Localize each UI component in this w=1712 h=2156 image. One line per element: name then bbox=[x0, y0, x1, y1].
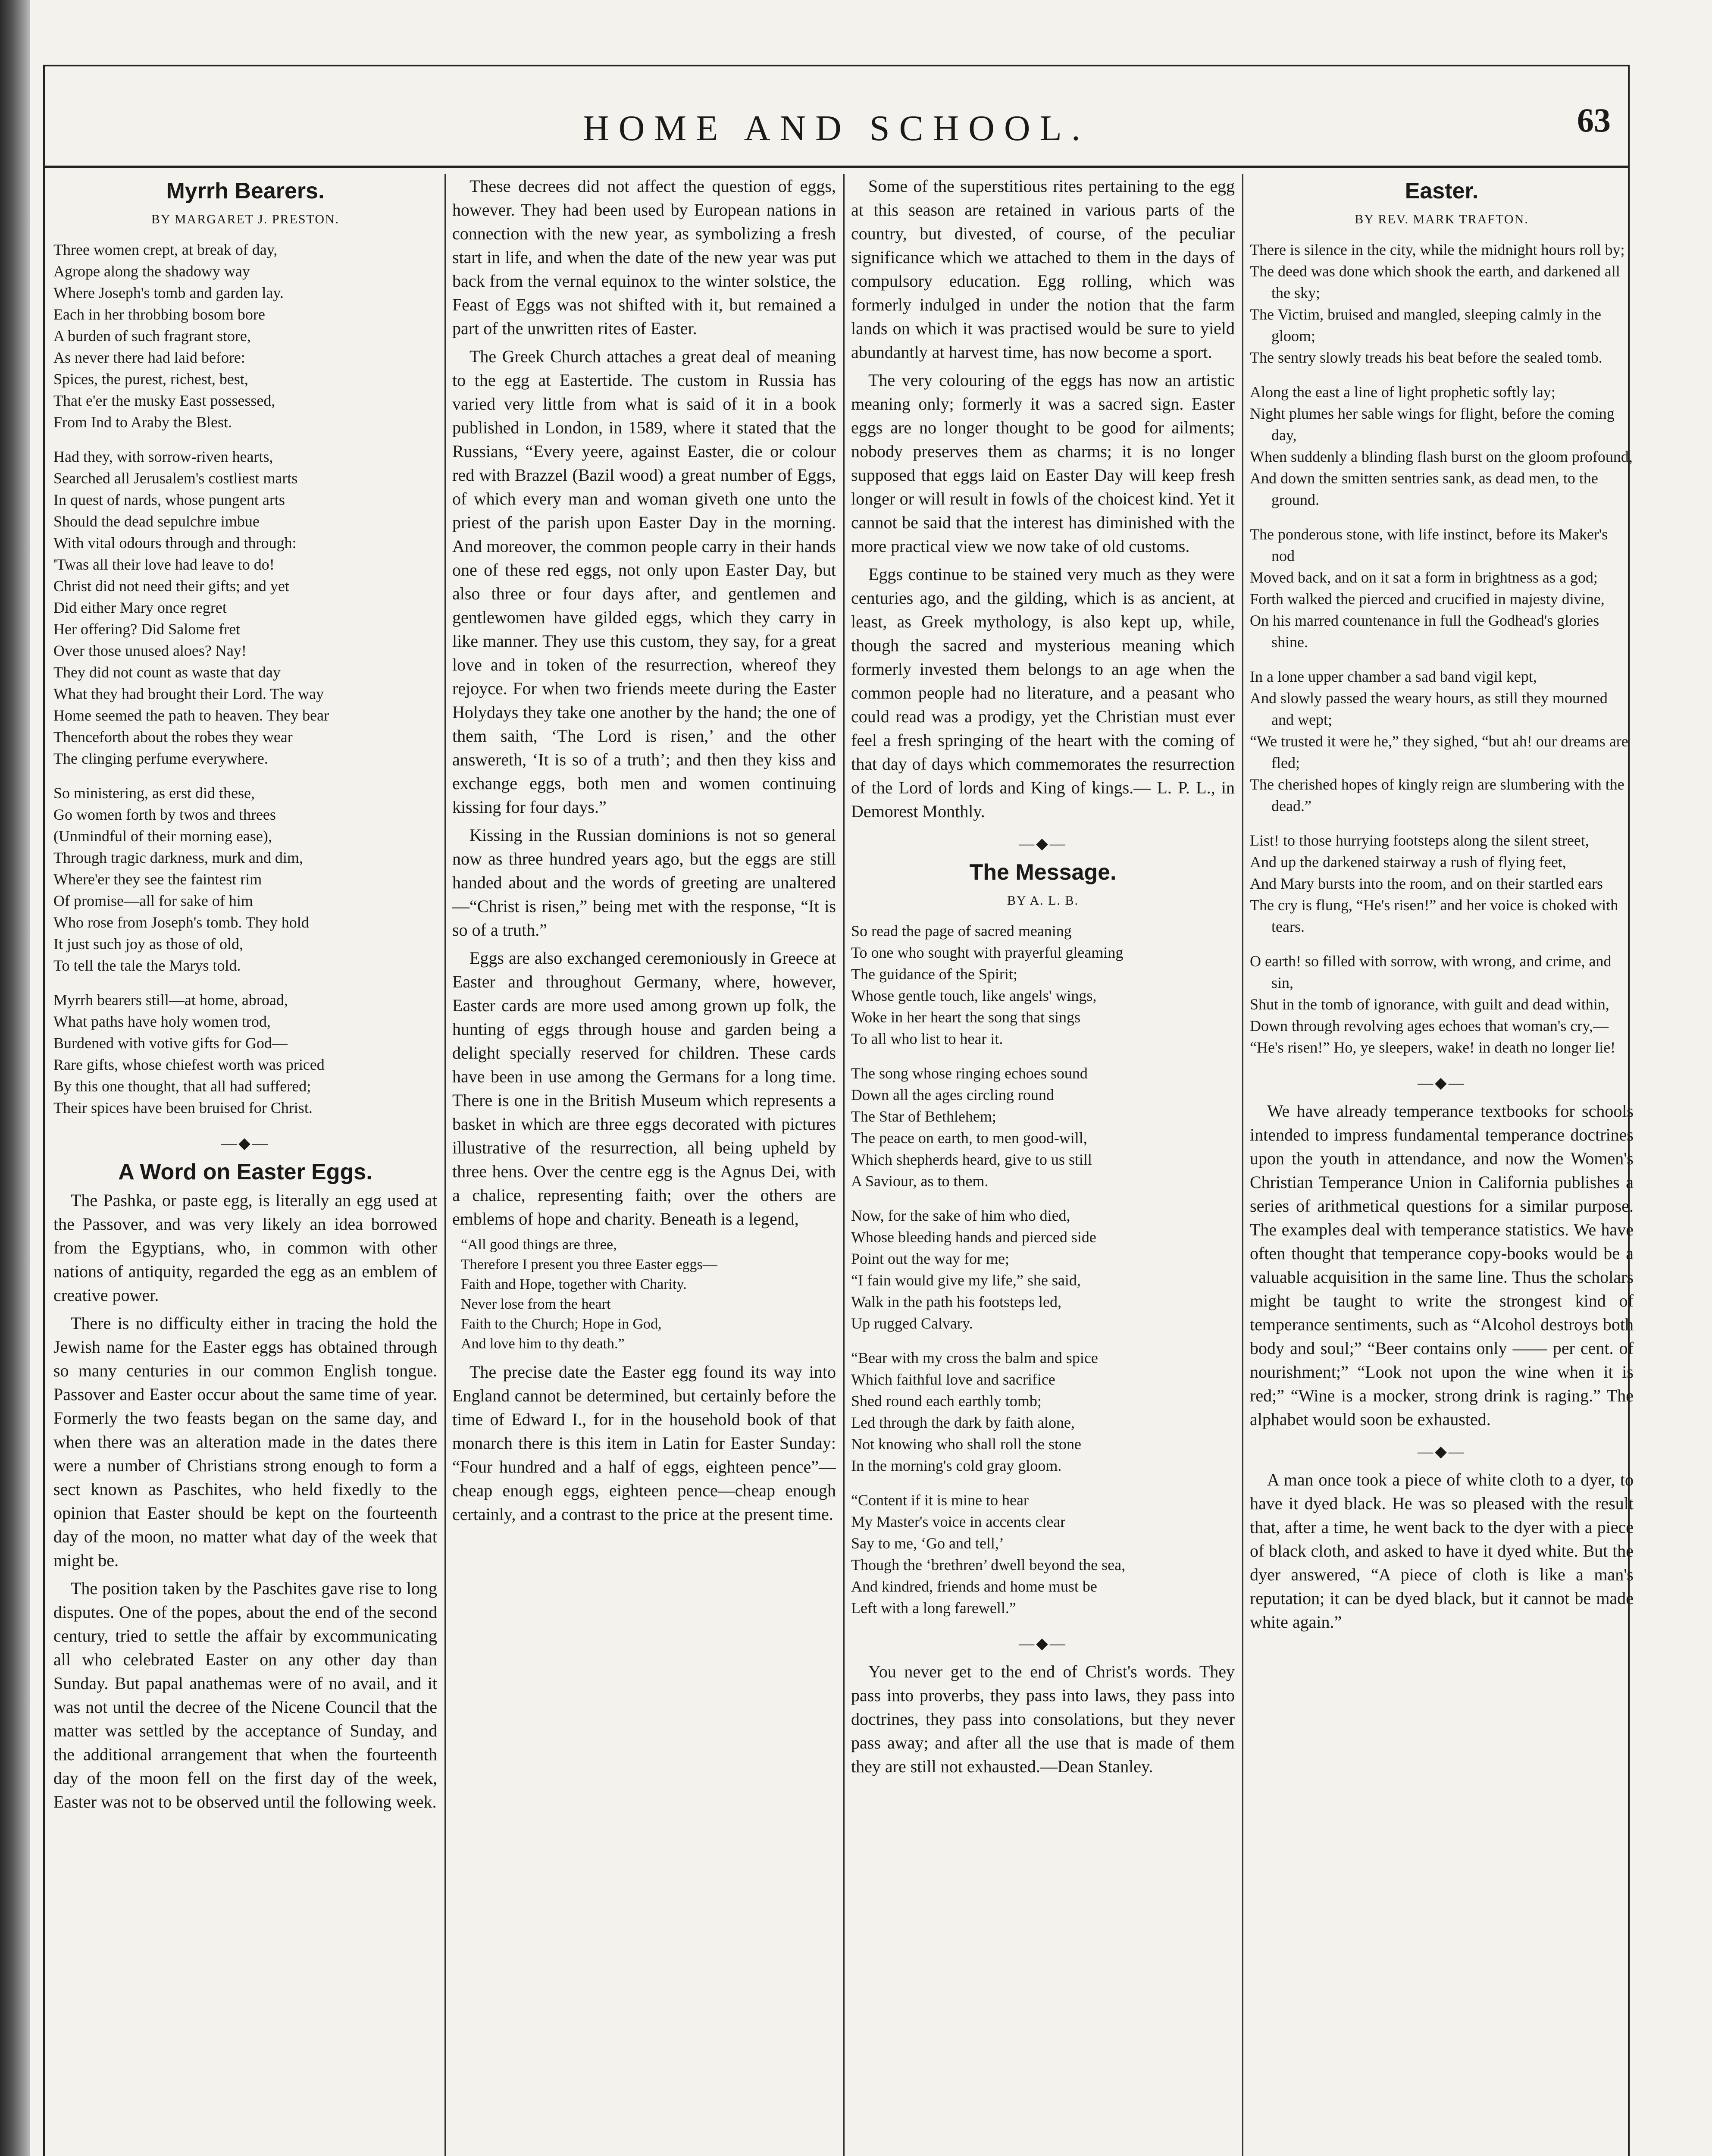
poem-line: Down all the ages circling round bbox=[851, 1086, 1054, 1103]
poem-line: 'Twas all their love had leave to do! bbox=[53, 556, 275, 573]
poem-line: In the morning's cold gray gloom. bbox=[851, 1457, 1062, 1474]
poem-stanza bbox=[1250, 830, 1634, 937]
poem-line: Down through revolving ages echoes that woman's cry,— bbox=[1250, 1017, 1609, 1034]
poem-line: The cherished hopes of kingly reign are slumbering with the dead.” bbox=[1250, 776, 1624, 815]
poem-line: Of promise—all for sake of him bbox=[53, 892, 253, 909]
poem-line: What paths have holy women trod, bbox=[53, 1013, 271, 1030]
newspaper-page bbox=[43, 65, 1634, 2156]
poem-line: The guidance of the Spirit; bbox=[851, 965, 1017, 983]
poem-stanza bbox=[851, 920, 1235, 1050]
poem-line: Agrope along the shadowy way bbox=[53, 263, 250, 280]
column-3 bbox=[851, 174, 1235, 2156]
poem-line: The Star of Bethlehem; bbox=[851, 1108, 996, 1125]
poem-line: Go women forth by twos and threes bbox=[53, 806, 276, 823]
poem-line: A burden of such fragrant store, bbox=[53, 327, 251, 345]
poem-stanza bbox=[1250, 523, 1634, 653]
poem-stanza bbox=[851, 1205, 1235, 1334]
masthead-title: HOME AND SCHOOL. bbox=[583, 108, 1090, 148]
legend-line: And love him to thy death.” bbox=[461, 1336, 625, 1352]
poem-byline: BY REV. MARK TRAFTON. bbox=[1355, 212, 1529, 226]
poem-line: And down the smitten sentries sank, as dead men, to the ground. bbox=[1250, 470, 1598, 508]
poem-line: Should the dead sepulchre imbue bbox=[53, 513, 260, 530]
poem-line: List! to those hurrying footsteps along the silent street, bbox=[1250, 832, 1589, 849]
poem-line: Their spices have been bruised for Christ. bbox=[53, 1099, 313, 1116]
poem-myrrh-bearers bbox=[53, 239, 437, 1119]
poem-line: To one who sought with prayerful gleaming bbox=[851, 944, 1124, 961]
poem-line: Not knowing who shall roll the stone bbox=[851, 1435, 1081, 1453]
paragraph: These decrees did not affect the question of eggs, however. They had been used by European nations in connection with the new year, as symbolizing a fresh start in life, and when the date of the new year was put back from the vernal equinox to the winter solstice, the Feast of Eggs was not shifted with it, but remained a part of the unwritten rites of Easter. bbox=[452, 176, 836, 338]
poem-line: Where Joseph's tomb and garden lay. bbox=[53, 284, 284, 301]
paragraph: Eggs continue to be stained very much as they were centuries ago, and the gilding, which is as ancient, at least, as Greek mythology, is also kept up, while, though the sacred and mysterious meaning which formerly invested them belongs to an age when the common people had no literature, and a peasant who could read was a prodigy, yet the Christian must ever feel a fresh springing of the heart with the coming of that day of days which commemorates the resurrection of the Lord of lords and King of kings.— L. P. L., in Demorest Monthly. bbox=[851, 564, 1235, 821]
column-2 bbox=[452, 174, 836, 2156]
poem-line: As never there had laid before: bbox=[53, 349, 245, 366]
poem-line: Whose gentle touch, like angels' wings, bbox=[851, 987, 1097, 1004]
poem-line: The Victim, bruised and mangled, sleeping calmly in the gloom; bbox=[1250, 306, 1601, 345]
column-rule bbox=[1242, 174, 1243, 2156]
poem-line: “We trusted it were he,” they sighed, “but ah! our dreams are fled; bbox=[1250, 733, 1628, 771]
poem-stanza bbox=[1250, 239, 1634, 368]
poem-line: Woke in her heart the song that sings bbox=[851, 1009, 1080, 1026]
poem-line: The song whose ringing echoes sound bbox=[851, 1065, 1088, 1082]
poem-line: The peace on earth, to men good-will, bbox=[851, 1129, 1087, 1147]
poem-line: Which faithful love and sacrifice bbox=[851, 1371, 1055, 1388]
paragraph: The Greek Church attaches a great deal of meaning to the egg at Eastertide. The custom in Russia has varied very little from what is said of it in a book published in London, in 1589, where it stated that the Russians, “Every yeere, against Easter, die or colour red with Brazzel (Bazil wood) a great number of Eggs, of which every man and woman giveth one unto the priest of the parish upon Easter Day in the morning. And moreover, the common people carry in their hands one of these red eggs, not only upon Easter Day, but also three or four days after, and gentlemen and gentlewomen have gilded eggs, which they carry in like manner. They use this custom, they say, for a great love and in token of the resurrection, whereof they rejoyce. For when two friends meete during the Easter Holydays they take one another by the hand; the one of them saith, ‘The Lord is risen,’ and the other answereth, ‘It is so of a truth’; and then they kiss and exchange eggs, both men and women continuing kissing for four days.” bbox=[452, 347, 836, 817]
poem-line: And kindred, friends and home must be bbox=[851, 1578, 1097, 1595]
poem-stanza bbox=[1250, 381, 1634, 511]
paragraph: The precise date the Easter egg found its way into England cannot be determined, but certainly before the time of Edward I., for in the household book of that monarch there is this item in Latin for Easter Sunday: “Four hundred and a half of eggs, eighteen pence”—cheap enough eggs, eighteen pence—cheap enough certainly, and a contrast to the price at the present time. bbox=[452, 1362, 836, 1524]
poem-stanza bbox=[1250, 666, 1634, 817]
poem-line: It just such joy as those of old, bbox=[53, 935, 243, 953]
poem-line: Myrrh bearers still—at home, abroad, bbox=[53, 991, 288, 1009]
poem-title-myrrh-bearers: Myrrh Bearers. bbox=[166, 179, 325, 204]
paragraph: The Pashka, or paste egg, is literally an egg used at the Passover, and was very likely an idea borrowed from the Egyptians, who, in common with other nations of antiquity, regarded the egg as an emblem of creative power. bbox=[53, 1191, 437, 1305]
paragraph: Kissing in the Russian dominions is not so general now as three hundred years ago, but the eggs are still handed about and the words of greeting are unaltered—“Christ is risen,” being met with the response, “It is so of a truth.” bbox=[452, 825, 836, 940]
article-title-easter-eggs: A Word on Easter Eggs. bbox=[118, 1159, 372, 1185]
poem-stanza bbox=[53, 446, 437, 769]
poem-line: Forth walked the pierced and crucified in majesty divine, bbox=[1250, 590, 1605, 608]
poem-line: Now, for the sake of him who died, bbox=[851, 1207, 1070, 1224]
poem-line: Over those unused aloes? Nay! bbox=[53, 642, 247, 659]
poem-line: To all who list to hear it. bbox=[851, 1030, 1003, 1047]
poem-line: By this one thought, that all had suffered; bbox=[53, 1078, 311, 1095]
poem-line: Say to me, ‘Go and tell,’ bbox=[851, 1535, 1004, 1552]
poem-line: Through tragic darkness, murk and dim, bbox=[53, 849, 303, 866]
book-binding-edge bbox=[0, 0, 30, 2156]
poem-line: O earth! so filled with sorrow, with wrong, and crime, and sin, bbox=[1250, 953, 1612, 991]
poem-line: So ministering, as erst did these, bbox=[53, 784, 255, 802]
poem-easter bbox=[1250, 239, 1634, 1058]
legend-line: Never lose from the heart bbox=[461, 1296, 611, 1312]
poem-stanza bbox=[1250, 950, 1634, 1058]
poem-line: Walk in the path his footsteps led, bbox=[851, 1293, 1062, 1310]
poem-title-easter: Easter. bbox=[1405, 179, 1479, 204]
poem-line: “Bear with my cross the balm and spice bbox=[851, 1349, 1098, 1366]
page-header bbox=[45, 66, 1628, 168]
poem-stanza bbox=[53, 989, 437, 1119]
legend-line: Faith to the Church; Hope in God, bbox=[461, 1316, 662, 1332]
poem-line: Which shepherds heard, give to us still bbox=[851, 1151, 1092, 1168]
poem-line: Thenceforth about the robes they wear bbox=[53, 728, 293, 746]
paragraph: There is no difficulty either in tracing the hold the Jewish name for the Easter eggs has obtained through so many centuries in our common English tongue. Passover and Easter occur about the same time of year. Formerly the two feasts began on the same day, and when there was an alteration made in the dates there were a number of Christians strong enough to form a sect known as Paschites, who held fixedly to the opinion that Easter should be kept on the fourteenth day of the moon, no matter what day of the week that might be. bbox=[53, 1313, 437, 1570]
poem-byline: BY MARGARET J. PRESTON. bbox=[151, 212, 340, 226]
poem-stanza bbox=[53, 782, 437, 976]
poem-line: Shed round each earthly tomb; bbox=[851, 1392, 1042, 1410]
poem-line: Who rose from Joseph's tomb. They hold bbox=[53, 914, 309, 931]
paragraph: You never get to the end of Christ's words. They pass into proverbs, they pass into laws, they pass into doctrines, they pass into consolations, but they never pass away; and after all the use that is made of them they are still not exhausted.—Dean Stanley. bbox=[851, 1662, 1235, 1776]
poem-line: The sentry slowly treads his beat before the sealed tomb. bbox=[1250, 349, 1602, 366]
column-rule bbox=[843, 174, 845, 2156]
section-separator: —◆— bbox=[1019, 835, 1067, 852]
poem-line: What they had brought their Lord. The way bbox=[53, 685, 324, 702]
poem-line: Each in her throbbing bosom bore bbox=[53, 306, 265, 323]
poem-title-the-message: The Message. bbox=[969, 860, 1117, 885]
poem-line: “I fain would give my life,” she said, bbox=[851, 1272, 1081, 1289]
poem-line: Led through the dark by faith alone, bbox=[851, 1414, 1075, 1431]
poem-line: From Ind to Araby the Blest. bbox=[53, 414, 232, 431]
poem-stanza bbox=[53, 239, 437, 433]
poem-line: Though the ‘brethren’ dwell beyond the sea, bbox=[851, 1556, 1126, 1573]
poem-line: That e'er the musky East possessed, bbox=[53, 392, 275, 409]
paragraph: We have already temperance textbooks for schools intended to impress fundamental temperance doctrines upon the youth in attendance, and now the Women's Christian Temperance Union in California publishes a series of arithmetical questions for a similar purpose. The examples deal with temperance statistics. We have often thought that temperance copy-books would be a valuable acquisition in the same line. Thus the scholars might be taught to write the strongest kind of temperance sentiments, such as “Alcohol destroys both body and soul;” “Beer contains only —— per cent. of nourishment;” “Look not upon the wine when it is red;” “Wine is a mocker, strong drink is raging.” The alphabet would soon be exhausted. bbox=[1250, 1101, 1634, 1429]
poem-line: Christ did not need their gifts; and yet bbox=[53, 577, 289, 595]
column-4 bbox=[1250, 174, 1634, 2156]
poem-line: In a lone upper chamber a sad band vigil kept, bbox=[1250, 668, 1537, 685]
column-rule bbox=[444, 174, 446, 2156]
paragraph: The position taken by the Paschites gave rise to long disputes. One of the popes, about the end of the second century, tried to settle the affair by excommunicating all who celebrated Easter on any other day than Sunday. But papal anathemas were of no avail, and it was not until the decree of the Nicene Council that the matter was settled by the acceptance of Sunday, and the additional arrangement that when the fourteenth day of the moon fell on the first day of the week, Easter was not to be observed until the following week. bbox=[53, 1579, 437, 1811]
poem-line: They did not count as waste that day bbox=[53, 664, 281, 681]
poem-line: When suddenly a blinding flash burst on the gloom profound, bbox=[1250, 448, 1633, 465]
poem-line: Three women crept, at break of day, bbox=[53, 241, 278, 258]
poem-line: (Unmindful of their morning ease), bbox=[53, 827, 272, 845]
page-number: 63 bbox=[1577, 101, 1611, 139]
poem-line: Moved back, and on it sat a form in brightness as a god; bbox=[1250, 569, 1598, 586]
poem-line: Shut in the tomb of ignorance, with guilt and dead within, bbox=[1250, 996, 1609, 1013]
section-separator: —◆— bbox=[1418, 1074, 1466, 1091]
poem-line: So read the page of sacred meaning bbox=[851, 922, 1072, 940]
poem-line: Left with a long farewell.” bbox=[851, 1599, 1016, 1617]
paragraph: A man once took a piece of white cloth to a dyer, to have it dyed black. He was so pleased with the result that, after a time, he went back to the dyer with a piece of black cloth, and asked to have it dyed white. But the dyer answered, “A piece of cloth is like a man's reputation; it can be dyed black, but it cannot be made white again.” bbox=[1250, 1470, 1634, 1632]
poem-line: Along the east a line of light prophetic softly lay; bbox=[1250, 383, 1556, 401]
paragraph: The very colouring of the eggs has now an artistic meaning only; formerly it was a sacred sign. Easter eggs are no longer thought to be good for ailments; nobody preserves them as charms; it is no longer supposed that eggs laid on Easter Day will keep fresh longer or will result in fowls of the choicest kind. Yet it cannot be said that the interest has diminished with the more practical view we now take of old customs. bbox=[851, 370, 1235, 556]
legend-line: Therefore I present you three Easter eggs— bbox=[461, 1257, 717, 1272]
section-separator: —◆— bbox=[1019, 1635, 1067, 1652]
section-separator: —◆— bbox=[221, 1134, 269, 1152]
poem-line: With vital odours through and through: bbox=[53, 534, 297, 552]
poem-line: Night plumes her sable wings for flight, before the coming day, bbox=[1250, 405, 1615, 444]
poem-stanza bbox=[851, 1489, 1235, 1619]
poem-line: And Mary bursts into the room, and on their startled ears bbox=[1250, 875, 1603, 892]
column-1 bbox=[53, 174, 437, 2156]
legend-line: “All good things are three, bbox=[461, 1237, 617, 1253]
paragraph: Some of the superstitious rites pertaining to the egg at this season are retained in various parts of the country, but divested, of course, of the peculiar significance which we attached to them in the days of compulsory education. Egg rolling, which was formerly indulged in under the notion that the farm lands on which it was practised would be sure to yield abundantly at harvest time, has now become a sport. bbox=[851, 176, 1235, 362]
poem-line: “He's risen!” Ho, ye sleepers, wake! in death no longer lie! bbox=[1250, 1039, 1616, 1056]
poem-line: In quest of nards, whose pungent arts bbox=[53, 491, 285, 508]
poem-line: Rare gifts, whose chiefest worth was priced bbox=[53, 1056, 325, 1073]
poem-line: Burdened with votive gifts for God— bbox=[53, 1034, 288, 1052]
poem-line: Spices, the purest, richest, best, bbox=[53, 370, 248, 388]
poem-line: On his marred countenance in full the Godhead's glories shine. bbox=[1250, 612, 1599, 651]
poem-line: The cry is flung, “He's risen!” and her voice is choked with tears. bbox=[1250, 896, 1618, 935]
poem-byline: BY A. L. B. bbox=[1007, 893, 1079, 908]
legend-line: Faith and Hope, together with Charity. bbox=[461, 1276, 687, 1292]
poem-line: The clinging perfume everywhere. bbox=[53, 750, 268, 767]
poem-line: My Master's voice in accents clear bbox=[851, 1513, 1066, 1530]
poem-line: Did either Mary once regret bbox=[53, 599, 227, 616]
poem-stanza bbox=[851, 1062, 1235, 1192]
poem-line: The ponderous stone, with life instinct, before its Maker's nod bbox=[1250, 526, 1608, 564]
poem-line: The deed was done which shook the earth, and darkened all the sky; bbox=[1250, 263, 1620, 301]
section-separator: —◆— bbox=[1418, 1443, 1466, 1460]
paragraph: Eggs are also exchanged ceremoniously in Greece at Easter and throughout Germany, where, however, Easter cards are more used among grown up folk, the hunting of eggs through house and garden being a delight specially reserved for children. These cards have been in use among the Germans for a long time. There is one in the British Museum which represents a basket in which are three eggs decorated with pictures illustrative of the resurrection, all being upheld by three hens. Over the centre egg is the Agnus Dei, with a chalice, representing faith; over the others are emblems of hope and charity. Beneath is a legend, bbox=[452, 948, 836, 1228]
poem-line: Whose bleeding hands and pierced side bbox=[851, 1228, 1096, 1246]
poem-stanza bbox=[851, 1347, 1235, 1476]
poem-line: And slowly passed the weary hours, as still they mourned and wept; bbox=[1250, 689, 1608, 728]
poem-line: A Saviour, as to them. bbox=[851, 1172, 989, 1190]
poem-line: Where'er they see the faintest rim bbox=[53, 871, 262, 888]
poem-line: Searched all Jerusalem's costliest marts bbox=[53, 470, 298, 487]
poem-the-message bbox=[851, 920, 1235, 1619]
poem-line: “Content if it is mine to hear bbox=[851, 1492, 1029, 1509]
poem-line: Home seemed the path to heaven. They bear bbox=[53, 707, 329, 724]
poem-line: To tell the tale the Marys told. bbox=[53, 957, 241, 974]
legend-quote bbox=[461, 1235, 836, 1354]
poem-line: There is silence in the city, while the midnight hours roll by; bbox=[1250, 241, 1625, 258]
poem-line: Up rugged Calvary. bbox=[851, 1315, 973, 1332]
poem-line: And up the darkened stairway a rush of flying feet, bbox=[1250, 853, 1566, 871]
poem-line: Her offering? Did Salome fret bbox=[53, 620, 241, 638]
poem-line: Point out the way for me; bbox=[851, 1250, 1009, 1267]
poem-line: Had they, with sorrow-riven hearts, bbox=[53, 448, 273, 465]
